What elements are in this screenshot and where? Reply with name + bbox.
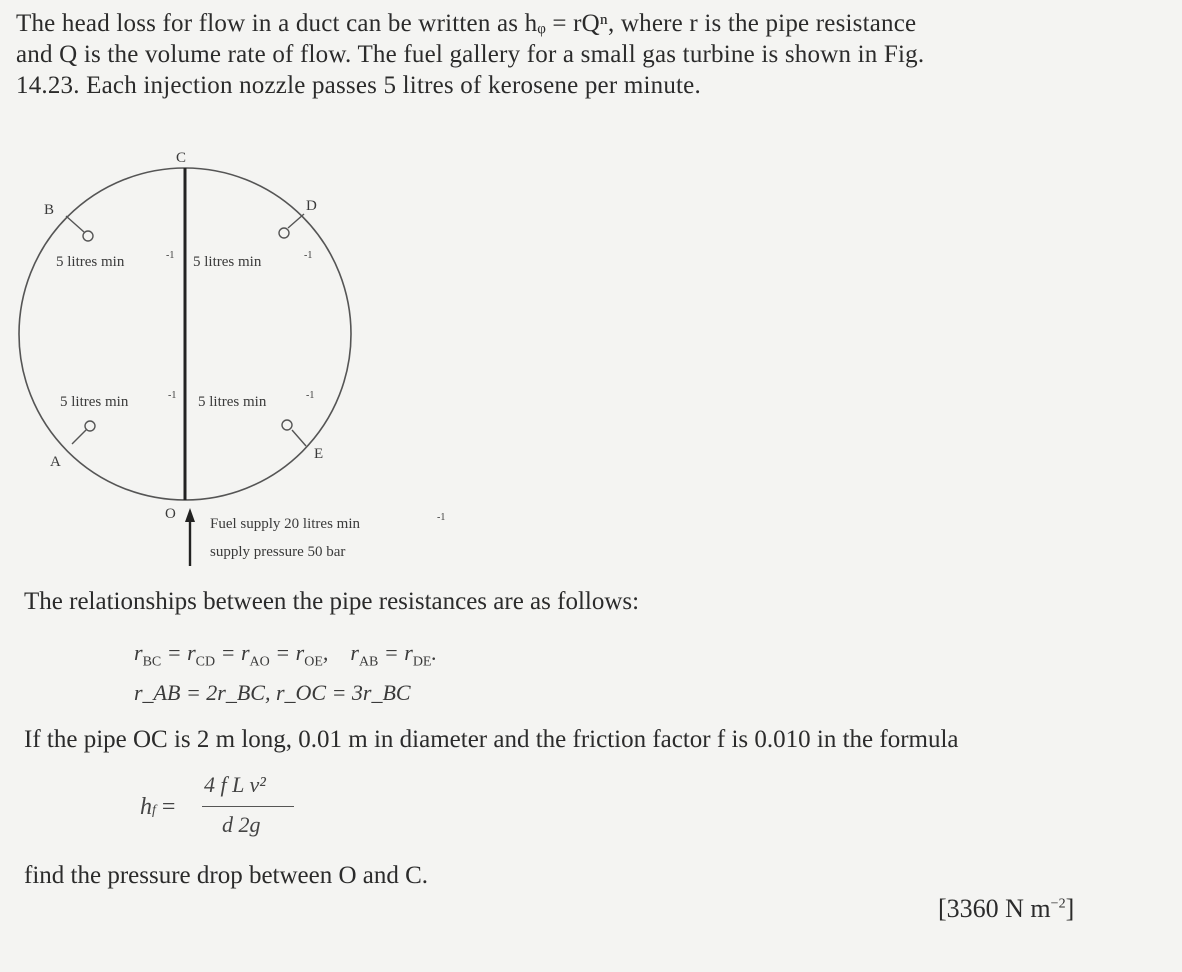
flow-label-d: 5 litres min (193, 254, 262, 270)
supply-pressure-label: supply pressure 50 bar (210, 544, 346, 560)
nozzle-e (282, 420, 306, 446)
relation-equation-1: $r_{BC} = r_{CD} = r_{AO} = r_{OE}$, $r_{AB} = r_{DE}$. (134, 640, 437, 670)
formula-denominator: d 2g (222, 812, 261, 837)
nozzle-b (66, 216, 93, 241)
supply-arrow-head (185, 508, 195, 522)
nozzle-a (72, 421, 95, 444)
node-label-c: C (176, 150, 187, 166)
relationships-intro: The relationships between the pipe resistances are as follows: (24, 588, 640, 615)
formula-numerator: 4 f L v² (204, 772, 266, 797)
intro-line-1: The head loss for flow in a duct can be written as hᵩ = rQⁿ, where r is the pipe resistance (16, 10, 917, 37)
nozzle-d (279, 214, 304, 238)
flow-label-b: 5 litres min (56, 254, 125, 270)
flow-exponent-d: -1 (304, 250, 313, 261)
node-label-b: B (44, 202, 55, 218)
flow-exponent-b: -1 (166, 250, 175, 261)
answer: [3360 N $m^{-2}$] (938, 894, 1075, 923)
node-label-a: A (50, 454, 61, 470)
formula-lhs-sub: f (152, 803, 156, 818)
problem-intro (16, 8, 1166, 101)
relation-equation-2: r_AB = 2r_BC, r_OC = 3r_BC (134, 680, 411, 705)
intro-line-3: 14.23. Each injection nozzle passes 5 litres of kerosene per minute. (16, 72, 701, 99)
node-label-o: O (165, 506, 176, 522)
intro-line-2: and Q is the volume rate of flow. The fuel gallery for a small gas turbine is shown in Fig. (16, 41, 925, 68)
node-label-e: E (314, 446, 324, 462)
supply-flow-label: Fuel supply 20 litres min (210, 516, 360, 532)
flow-exponent-a: -1 (168, 390, 177, 401)
node-label-d: D (306, 198, 317, 214)
formula-fraction-bar (202, 806, 294, 807)
find-line: find the pressure drop between O and C. (24, 862, 429, 889)
flow-label-e: 5 litres min (198, 394, 267, 410)
fuel-gallery-diagram (0, 140, 460, 580)
flow-label-a: 5 litres min (60, 394, 129, 410)
supply-flow-exponent: -1 (437, 512, 446, 523)
question-line: If the pipe OC is 2 m long, 0.01 m in diameter and the friction factor f is 0.010 in the formula (24, 726, 959, 753)
formula-lhs: h (140, 794, 152, 820)
flow-exponent-e: -1 (306, 390, 315, 401)
